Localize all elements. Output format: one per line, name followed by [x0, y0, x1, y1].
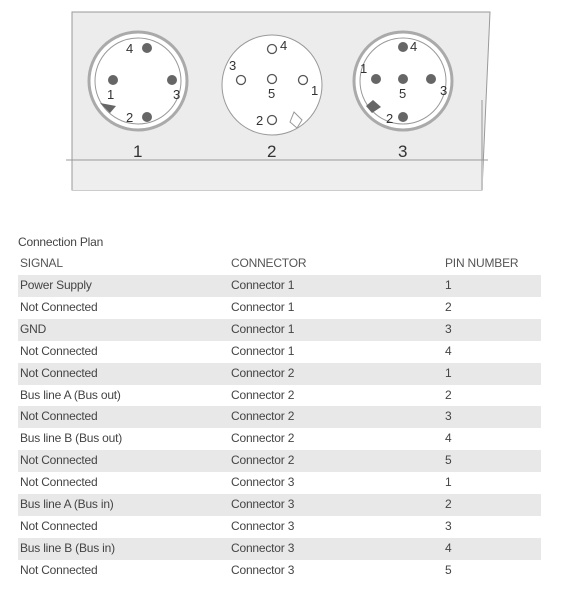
table-row [18, 538, 541, 560]
cell-signal: Not Connected [18, 341, 229, 363]
pin-dot [108, 75, 118, 85]
table-row [18, 516, 541, 538]
pin-label: 3 [229, 58, 237, 73]
pin-dot [398, 112, 408, 122]
pin-label: 2 [386, 111, 394, 126]
connector-label: 2 [267, 142, 277, 161]
table-header-row [18, 251, 541, 275]
cell-pin-number: 5 [443, 450, 541, 472]
pin-label: 1 [360, 61, 368, 76]
cell-pin-number: 5 [443, 560, 541, 582]
pin-label: 4 [280, 38, 288, 53]
table-row [18, 472, 541, 494]
cell-connector: Connector 3 [229, 560, 443, 582]
cell-connector: Connector 1 [229, 319, 443, 341]
cell-signal: GND [18, 319, 229, 341]
cell-signal: Not Connected [18, 297, 229, 319]
header-connector: CONNECTOR [231, 256, 307, 270]
pin-label: 3 [173, 87, 181, 102]
cell-pin-number: 1 [443, 472, 541, 494]
socket-ring [299, 76, 308, 85]
pin-dot [142, 112, 152, 122]
cell-signal: Bus line B (Bus in) [18, 538, 229, 560]
cell-pin-number: 4 [443, 428, 541, 450]
table-row [18, 275, 541, 297]
cell-pin-number: 3 [443, 319, 541, 341]
pin-label: 4 [410, 39, 418, 54]
table-row [18, 428, 541, 450]
pin-label: 1 [311, 83, 319, 98]
pin-label: 4 [126, 41, 134, 56]
table-row [18, 450, 541, 472]
socket-ring [268, 116, 277, 125]
pin-label: 3 [440, 83, 448, 98]
cell-signal: Not Connected [18, 472, 229, 494]
pin-label: 5 [268, 86, 276, 101]
table-row [18, 385, 541, 407]
cell-pin-number: 3 [443, 406, 541, 428]
cell-connector: Connector 2 [229, 428, 443, 450]
cell-signal: Not Connected [18, 363, 229, 385]
cell-signal: Bus line B (Bus out) [18, 428, 229, 450]
pin-label: 1 [107, 87, 115, 102]
pin-dot [142, 43, 152, 53]
cell-signal: Not Connected [18, 450, 229, 472]
pin-dot [371, 74, 381, 84]
cell-signal: Not Connected [18, 406, 229, 428]
housing-lower-band [72, 160, 483, 190]
cell-pin-number: 4 [443, 341, 541, 363]
cell-connector: Connector 2 [229, 363, 443, 385]
cell-pin-number: 3 [443, 516, 541, 538]
table-row [18, 341, 541, 363]
table-body [18, 275, 541, 582]
header-signal: SIGNAL [20, 256, 63, 270]
connector-diagram [0, 0, 576, 200]
socket-ring [237, 76, 246, 85]
pin-dot [398, 74, 408, 84]
cell-connector: Connector 3 [229, 538, 443, 560]
cell-connector: Connector 2 [229, 406, 443, 428]
cell-connector: Connector 2 [229, 450, 443, 472]
cell-signal: Not Connected [18, 560, 229, 582]
cell-signal: Bus line A (Bus in) [18, 494, 229, 516]
table-row [18, 494, 541, 516]
cell-connector: Connector 3 [229, 516, 443, 538]
pin-label: 5 [399, 86, 407, 101]
socket-ring [268, 75, 277, 84]
pin-label: 2 [126, 110, 134, 125]
cell-pin-number: 2 [443, 385, 541, 407]
connector-label: 1 [133, 142, 143, 161]
cell-connector: Connector 3 [229, 494, 443, 516]
cell-pin-number: 4 [443, 538, 541, 560]
connection-plan [18, 233, 541, 582]
pin-dot [167, 75, 177, 85]
plan-title: Connection Plan [18, 235, 104, 249]
cell-signal: Power Supply [18, 275, 229, 297]
table-row [18, 560, 541, 582]
table-row [18, 319, 541, 341]
table-row [18, 406, 541, 428]
cell-pin-number: 2 [443, 494, 541, 516]
cell-connector: Connector 1 [229, 341, 443, 363]
pin-dot [426, 74, 436, 84]
cell-connector: Connector 2 [229, 385, 443, 407]
socket-ring [268, 45, 277, 54]
table-row [18, 297, 541, 319]
cell-connector: Connector 1 [229, 297, 443, 319]
table-row [18, 363, 541, 385]
cell-connector: Connector 1 [229, 275, 443, 297]
pin-label: 2 [256, 113, 264, 128]
cell-pin-number: 1 [443, 363, 541, 385]
cell-signal: Bus line A (Bus out) [18, 385, 229, 407]
cell-signal: Not Connected [18, 516, 229, 538]
cell-connector: Connector 3 [229, 472, 443, 494]
cell-pin-number: 2 [443, 297, 541, 319]
cell-pin-number: 1 [443, 275, 541, 297]
connector-label: 3 [398, 142, 408, 161]
connection-table [18, 251, 541, 582]
header-pin-number: PIN NUMBER [445, 256, 519, 270]
pin-dot [398, 42, 408, 52]
